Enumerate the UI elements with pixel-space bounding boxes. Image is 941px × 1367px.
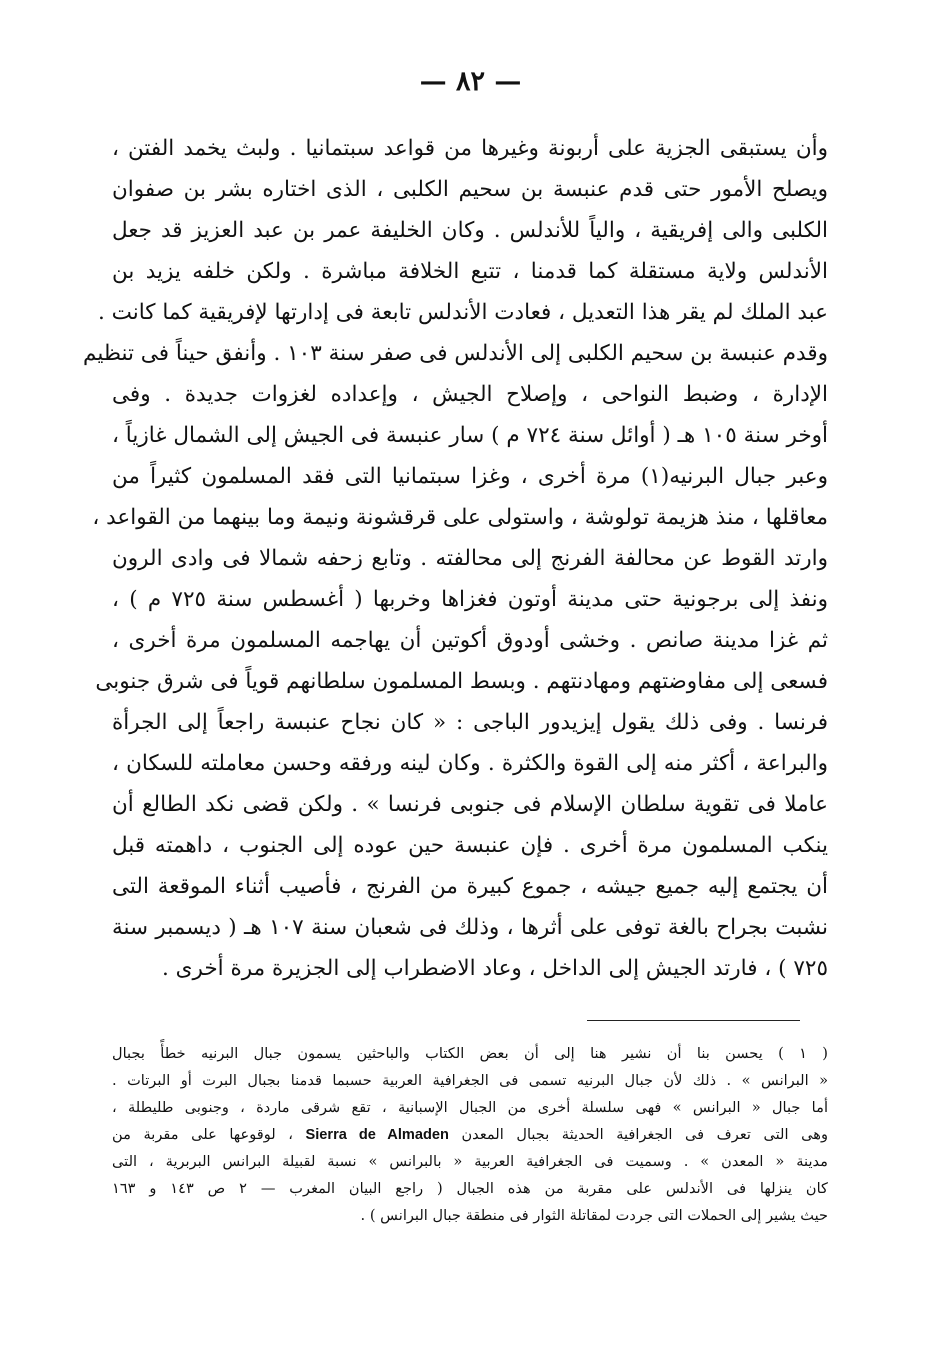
text-line: فرنسا . وفى ذلك يقول إيزيدور الباجى : « كان نجاح عنبسة راجعاً إلى الجرأة bbox=[112, 710, 828, 735]
footnote bbox=[112, 1040, 828, 1229]
text-line: وعبر جبال البرنيه(١) مرة أخرى ، وغزا سبتمانيا التى فقد المسلمون كثيراً من bbox=[112, 464, 828, 489]
text-line: الإدارة ، وضبط النواحى ، وإصلاح الجيش ، وإعداده لغزوات جديدة . وفى bbox=[112, 382, 828, 407]
text-line: ٧٢٥ ) ، فارتد الجيش إلى الداخل ، وعاد الاضطراب إلى الجزيرة مرة أخرى . bbox=[162, 956, 828, 981]
text-line: فسعى إلى مفاوضتهم ومهادنتهم . وبسط المسلمون سلطانهم قوياً فى شرق جنوبى bbox=[95, 669, 828, 694]
footnote-line: كان ينزلها فى الأندلس على مقربة من هذه الجبال ( راجع البيان المغرب — ٢ ص ١٤٣ و ١٦٣ bbox=[112, 1180, 828, 1197]
footnote-line-with-latin bbox=[112, 1121, 828, 1148]
footnote-divider bbox=[587, 1020, 800, 1021]
text-line: عبد الملك لم يقر هذا التعديل ، فعادت الأندلس تابعة فى إدارتها لإفريقية كما كانت . bbox=[97, 300, 828, 325]
text-line: ينكب المسلمون مرة أخرى . فإن عنبسة حين عوده إلى الجنوب ، داهمته قبل bbox=[112, 833, 828, 858]
footnote-line-end: ، لوقوعها على مقربة من bbox=[112, 1126, 293, 1143]
text-line: وأن يستبقى الجزية على أربونة وغيرها من قواعد سبتمانيا . ولبث يخمد الفتن ، bbox=[112, 136, 828, 161]
text-line: ويصلح الأمور حتى قدم عنبسة بن سحيم الكلبى ، الذى اختاره بشر بن صفوان bbox=[112, 177, 828, 202]
footnote-line-start: وهى التى تعرف فى الجغرافية الحديثة بجبال المعدن bbox=[461, 1126, 828, 1143]
footnote-line: حيث يشير إلى الحملات التى جردت لمقاتلة الثوار فى منطقة جبال البرانس ) . bbox=[360, 1207, 828, 1224]
text-line: وارتد القوط عن محالفة الفرنج إلى محالفته . وتابع زحفه شمالا فى وادى الرون bbox=[112, 546, 828, 571]
footnote-line: « البرانس » . ذلك لأن جبال البرنيه تسمى فى الجغرافية العربية حسبما قدمنا بجبال البرت أو البرتات . bbox=[112, 1072, 828, 1089]
text-line: ونفذ إلى برجونية حتى مدينة أوتون فغزاها وخربها ( أغسطس سنة ٧٢٥ م ) ، bbox=[112, 587, 828, 612]
text-line: ثم غزا مدينة صانص . وخشى أودوق أكوتين أن يهاجمه المسلمون مرة أخرى ، bbox=[112, 628, 828, 653]
footnote-line: مدينة « المعدن » . وسميت فى الجغرافية العربية « بالبرانس » نسبة لقبيلة البرانس البربرية ، التى bbox=[112, 1153, 828, 1170]
text-line: أوخر سنة ١٠٥ هـ ( أوائل سنة ٧٢٤ م ) سار عنبسة فى الجيش إلى الشمال غازياً ، bbox=[112, 423, 828, 448]
text-line: عاملا فى تقوية سلطان الإسلام فى جنوبى فرنسا » . ولكن قضى نكد الطالع أن bbox=[112, 792, 828, 817]
text-line: الكلبى والى إفريقية ، والياً للأندلس . وكان الخليفة عمر بن عبد العزيز قد جعل bbox=[112, 218, 828, 243]
text-line: والبراعة ، أكثر منه إلى القوة والكثرة . وكان لينه ورفقه وحسن معاملته للسكان ، bbox=[112, 751, 828, 776]
main-text bbox=[83, 128, 828, 989]
latin-place-name: Sierra de Almaden bbox=[305, 1127, 449, 1143]
text-line: أن يجتمع إليه جميع جيشه ، جموع كبيرة من الفرنج ، فأصيب أثناء الموقعة التى bbox=[112, 874, 828, 899]
text-line: معاقلها ، منذ هزيمة تولوشة ، واستولى على قرقشونة ونيمة وما بينهما من القواعد ، bbox=[92, 505, 828, 530]
page-number: — ٨٢ — bbox=[419, 66, 522, 97]
text-line: الأندلس ولاية مستقلة كما قدمنا ، تتبع الخلافة مباشرة . ولكن خلفه يزيد بن bbox=[112, 259, 828, 284]
text-line: وقدم عنبسة بن سحيم الكلبى إلى الأندلس فى صفر سنة ١٠٣ . وأنفق حيناً فى تنظيم bbox=[83, 341, 828, 366]
footnote-line: ( ١ ) يحسن بنا أن نشير هنا إلى أن بعض الكتاب والباحثين يسمون جبال البرنيه خطأً بجبال bbox=[112, 1045, 828, 1062]
text-line: نشبت بجراح بالغة توفى على أثرها ، وذلك فى شعبان سنة ١٠٧ هـ ( ديسمبر سنة bbox=[112, 915, 828, 940]
footnote-line: أما جبال « البرانس » فهى سلسلة أخرى من الجبال الإسبانية ، تقع شرقى ماردة ، وجنوبى طليطلة ، bbox=[112, 1099, 828, 1116]
